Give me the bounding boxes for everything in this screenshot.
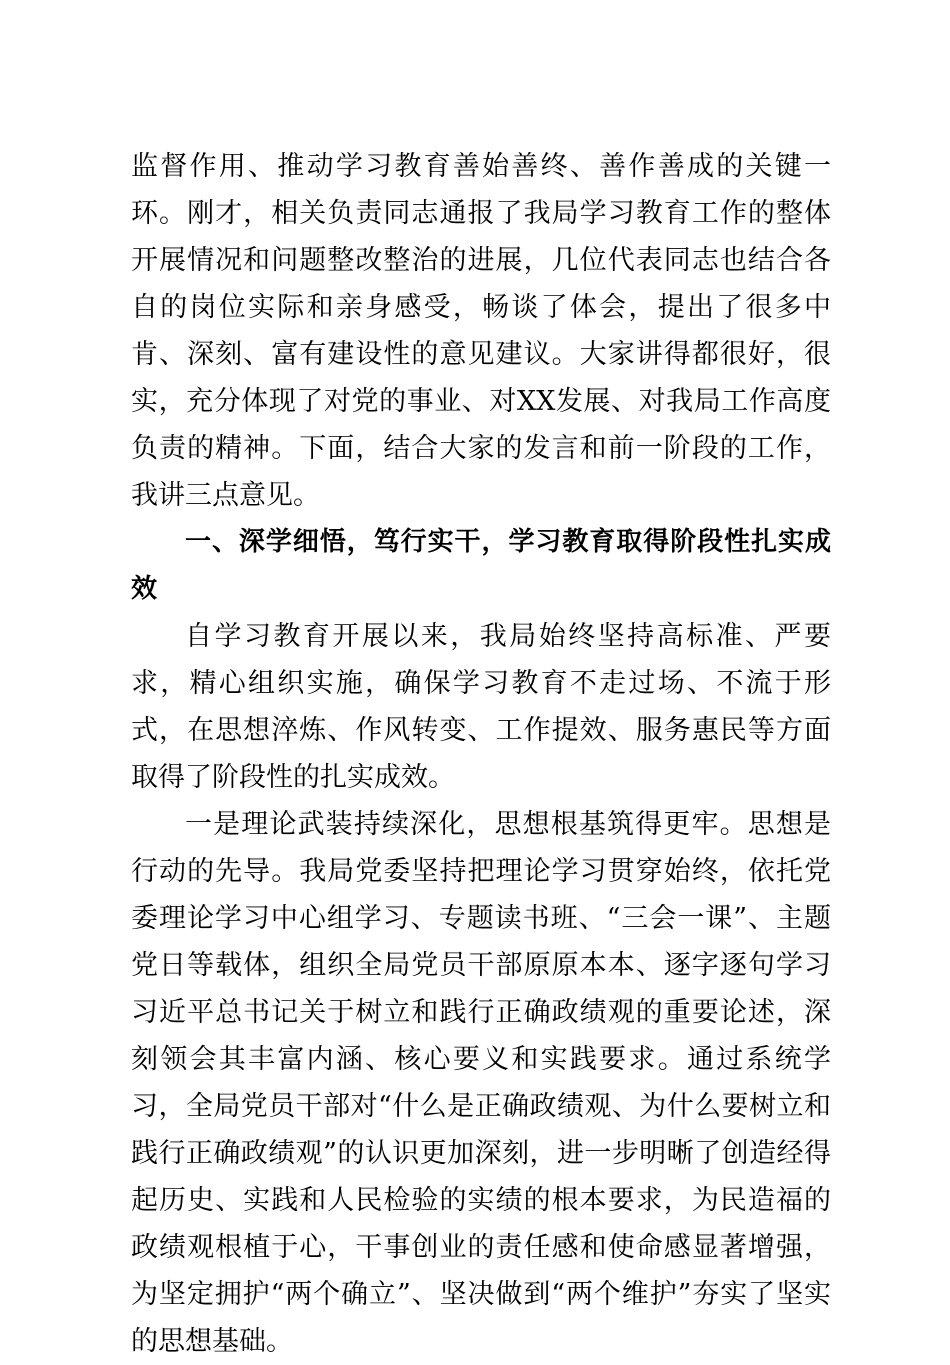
paragraph-point-1: 一是理论武装持续深化，思想根基筑得更牢。思想是行动的先导。我局党委坚持把理论学习贯穿始终，依托党委理论学习中心组学习、专题读书班、“三会一课”、主题党日等载体，组织全局党员干部原原本本、逐字逐句学习习近平总书记关于树立和践行正确政绩观的重要论述，深刻领会其丰富内涵、核心要义和实践要求。通过系统学习，全局党员干部对“什么是正确政绩观、为什么要树立和践行正确政绩观”的认识更加深刻，进一步明晰了创造经得起历史、实践和人民检验的实绩的根本要求，为民造福的政绩观根植于心，干事创业的责任感和使命感显著增强，为坚定拥护“两个确立”、坚决做到“两个维护”夯实了坚实的思想基础。	[131, 809, 831, 1357]
paragraph-section-1-intro: 自学习教育开展以来，我局始终坚持高标准、严要求，精心组织实施，确保学习教育不走过场、不流于形式，在思想淬炼、作风转变、工作提效、服务惠民等方面取得了阶段性的扎实成效。	[131, 621, 831, 793]
paragraph-intro-continuation: 监督作用、推动学习教育善始善终、善作善成的关键一环。刚才，相关负责同志通报了我局学习教育工作的整体开展情况和问题整改整治的进展，几位代表同志也结合各自的岗位实际和亲身感受，畅谈了体会，提出了很多中肯、深刻、富有建设性的意见建议。大家讲得都很好，很实，充分体现了对党的事业、对XX发展、对我局工作高度负责的精神。下面，结合大家的发言和前一阶段的工作，我讲三点意见。	[131, 151, 831, 511]
section-heading-1: 一、深学细悟，笃行实干，学习教育取得阶段性扎实成效	[131, 527, 831, 604]
document-body	[131, 143, 831, 1365]
